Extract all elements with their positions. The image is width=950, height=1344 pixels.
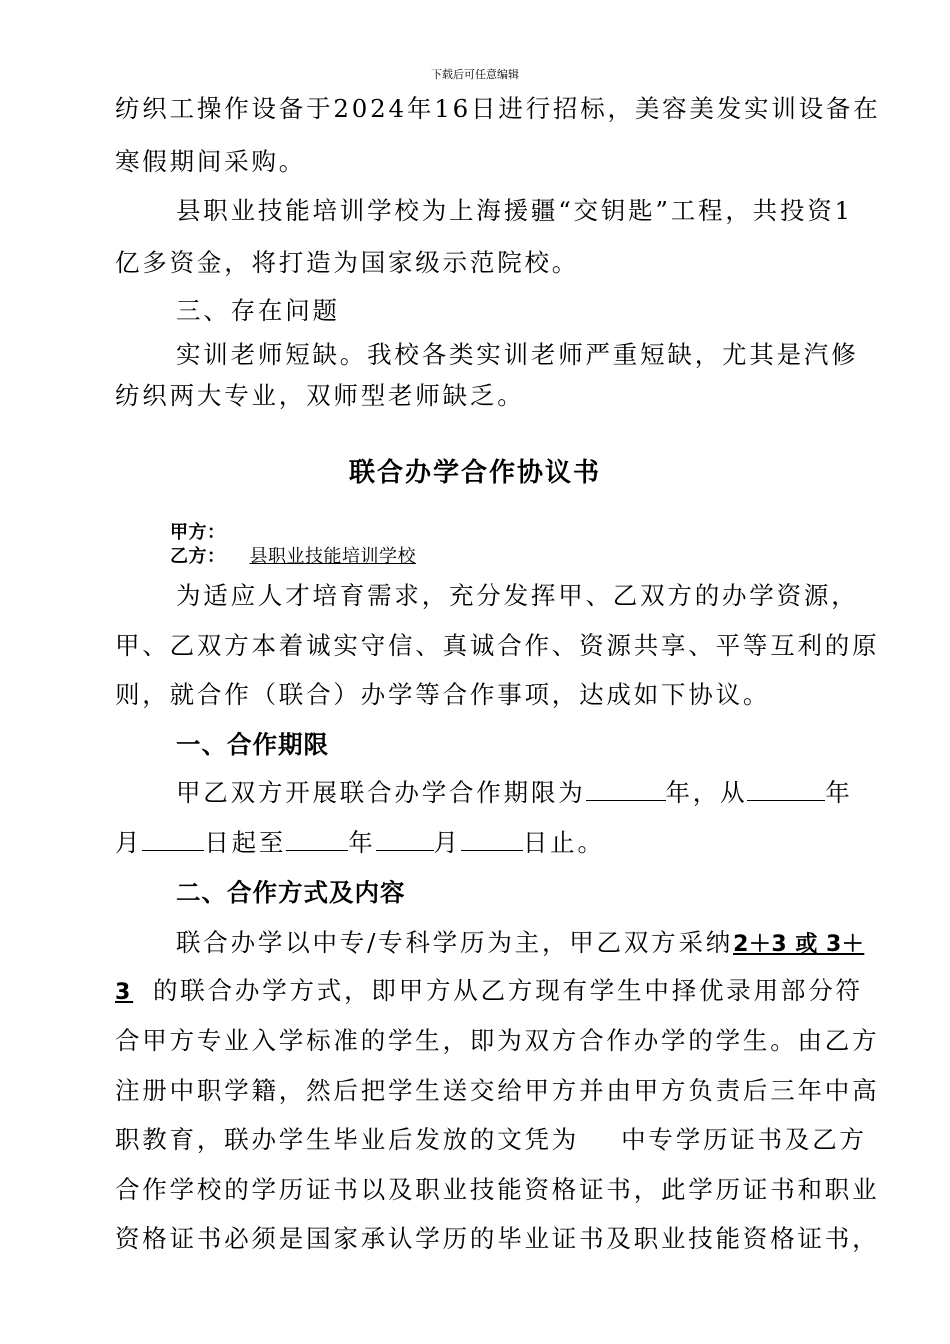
mode-value: 2＋3 或 3＋ <box>733 932 865 957</box>
page-header-note: 下载后可任意编辑 <box>431 68 519 81</box>
text-fragment: 日起至 <box>204 828 287 857</box>
mode-line-1 <box>176 924 864 959</box>
text-fragment: 中专学历证书及乙方 <box>621 1125 867 1154</box>
text-fragment: 年 <box>348 828 376 857</box>
blank-field[interactable] <box>142 828 204 851</box>
party-b-value: 县职业技能培训学校 <box>249 546 416 567</box>
party-b-label: 乙方： <box>170 546 226 567</box>
intro-line: 甲、乙双方本着诚实守信、真诚合作、资源共享、平等互利的原 <box>115 631 880 660</box>
blank-field[interactable] <box>747 778 825 801</box>
body-line: 县职业技能培训学校为上海援疆“交钥匙”工程，共投资1 <box>176 196 853 225</box>
text-fragment: 的联合办学方式，即甲方从乙方现有学生中择优录用部分符 <box>153 976 863 1005</box>
blank-field[interactable] <box>286 828 348 851</box>
body-line: 注册中职学籍，然后把学生送交给甲方并由甲方负责后三年中高 <box>115 1076 880 1105</box>
text-fragment: 年，从 <box>665 778 748 807</box>
section-heading: 三、存在问题 <box>176 296 340 325</box>
blank-field[interactable] <box>376 828 434 851</box>
agreement-title: 联合办学合作协议书 <box>348 458 601 488</box>
body-line: 合甲方专业入学标准的学生，即为双方合作办学的学生。由乙方 <box>115 1026 880 1055</box>
mode-value: 3 <box>115 980 134 1005</box>
text-fragment: 联合办学以中专/专科学历为主，甲乙双方采纳 <box>176 928 734 957</box>
intro-line: 为适应人才培育需求，充分发挥甲、乙双方的办学资源， <box>176 581 859 610</box>
body-line: 亿多资金，将打造为国家级示范院校。 <box>115 248 580 277</box>
text-fragment: 职教育，联办学生毕业后发放的文凭为 <box>115 1125 580 1154</box>
text-fragment: 日止。 <box>522 828 605 857</box>
text-fragment: 月 <box>433 828 461 857</box>
body-line: 寒假期间采购。 <box>115 147 307 176</box>
body-line: 纺织工操作设备于2024年16日进行招标，美容美发实训设备在 <box>115 94 881 123</box>
text-fragment: 年 <box>825 778 853 807</box>
diploma-line <box>115 1121 867 1156</box>
body-line: 资格证书必须是国家承认学历的毕业证书及职业技能资格证书， <box>115 1224 880 1253</box>
text-fragment: 月 <box>115 828 143 857</box>
section-1-heading: 一、合作期限 <box>176 730 329 759</box>
party-b-row <box>170 542 549 568</box>
mode-line-2 <box>115 972 863 1007</box>
term-line-1 <box>176 774 853 809</box>
section-2-heading: 二、合作方式及内容 <box>176 878 406 907</box>
party-a-label: 甲方： <box>170 522 226 543</box>
term-line-2 <box>115 824 605 859</box>
blank-field[interactable] <box>461 828 523 851</box>
blank-field[interactable] <box>586 778 666 801</box>
body-line: 实训老师短缺。我校各类实训老师严重短缺，尤其是汽修 <box>176 340 859 369</box>
body-line: 纺织两大专业，双师型老师缺乏。 <box>115 381 525 410</box>
intro-line: 则，就合作（联合）办学等合作事项，达成如下协议。 <box>115 680 771 709</box>
body-line: 合作学校的学历证书以及职业技能资格证书，此学历证书和职业 <box>115 1175 880 1204</box>
text-fragment: 甲乙双方开展联合办学合作期限为 <box>176 778 586 807</box>
